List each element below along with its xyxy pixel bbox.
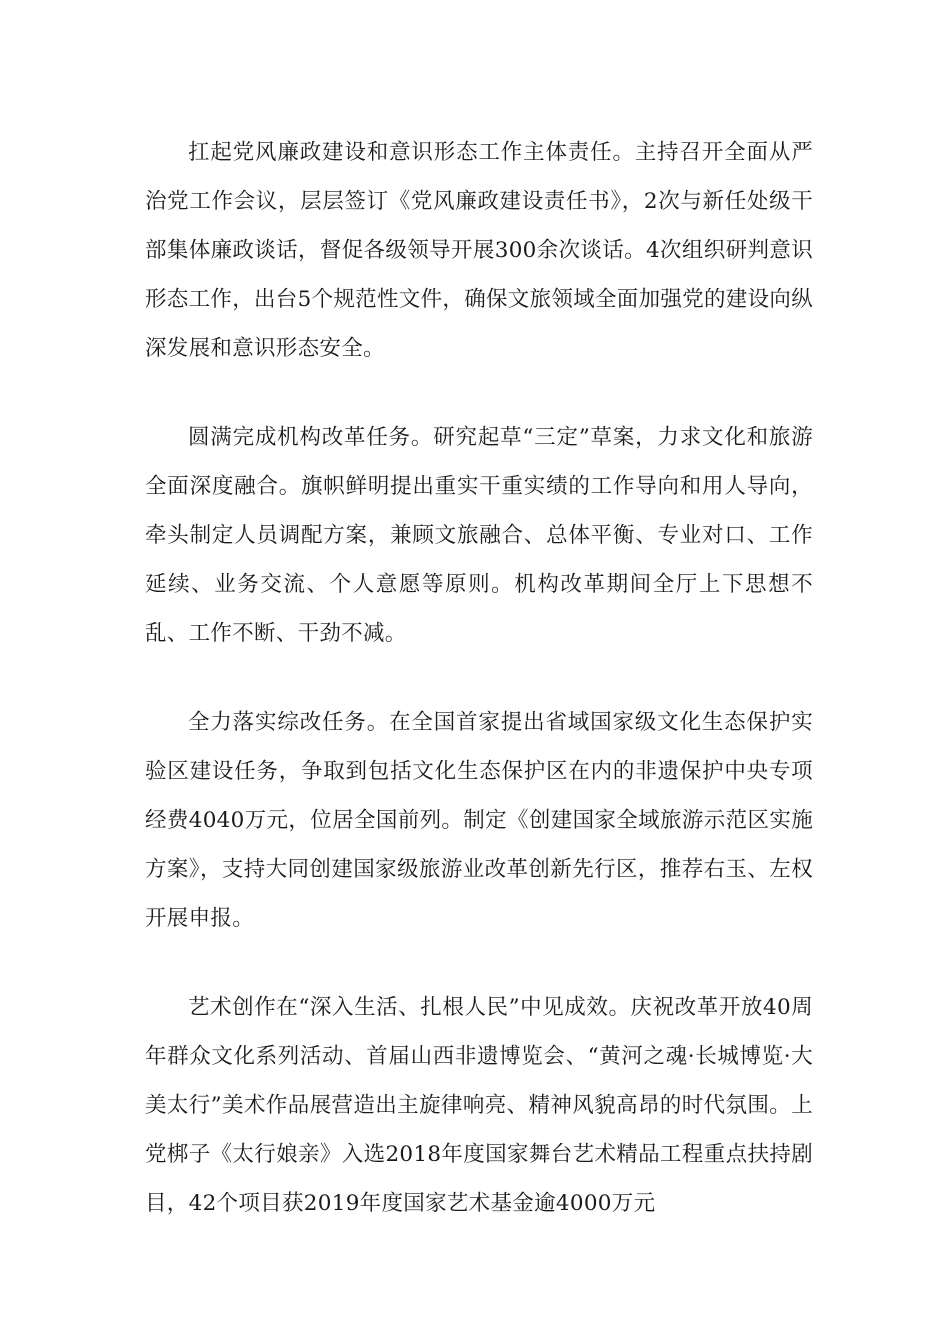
paragraph-institutional-reform: 圆满完成机构改革任务。研究起草“三定”草案，力求文化和旅游全面深度融合。旗帜鲜明提出重实干重实绩的工作导向和用人导向，牵头制定人员调配方案，兼顾文旅融合、总体平衡、专业对口、工作延续、业务交流、个人意愿等原则。机构改革期间全厅上下思想不乱、工作不断、干劲不减。 xyxy=(145,425,813,646)
paragraph-party-responsibility: 扛起党风廉政建设和意识形态工作主体责任。主持召开全面从严治党工作会议，层层签订《党风廉政建设责任书》，2次与新任处级干部集体廉政谈话，督促各级领导开展300余次谈话。4次组织研判意识形态工作，出台5个规范性文件，确保文旅领域全面加强党的建设向纵深发展和意识形态安全。 xyxy=(145,140,813,361)
paragraph-artistic-creation: 艺术创作在“深入生活、扎根人民”中见成效。庆祝改革开放40周年群众文化系列活动、首届山西非遗博览会、“黄河之魂·长城博览·大美太行”美术作品展营造出主旋律响亮、精神风貌高昂的时代氛围。上党梆子《太行娘亲》入选2018年度国家舞台艺术精品工程重点扶持剧目，42个项目获2019年度国家艺术基金逾4000万元 xyxy=(145,995,813,1216)
document-body xyxy=(145,128,813,1228)
paragraph-comprehensive-reform: 全力落实综改任务。在全国首家提出省域国家级文化生态保护实验区建设任务，争取到包括文化生态保护区在内的非遗保护中央专项经费4040万元，位居全国前列。制定《创建国家全域旅游示范区实施方案》，支持大同创建国家级旅游业改革创新先行区，推荐右玉、左权开展申报。 xyxy=(145,710,813,931)
